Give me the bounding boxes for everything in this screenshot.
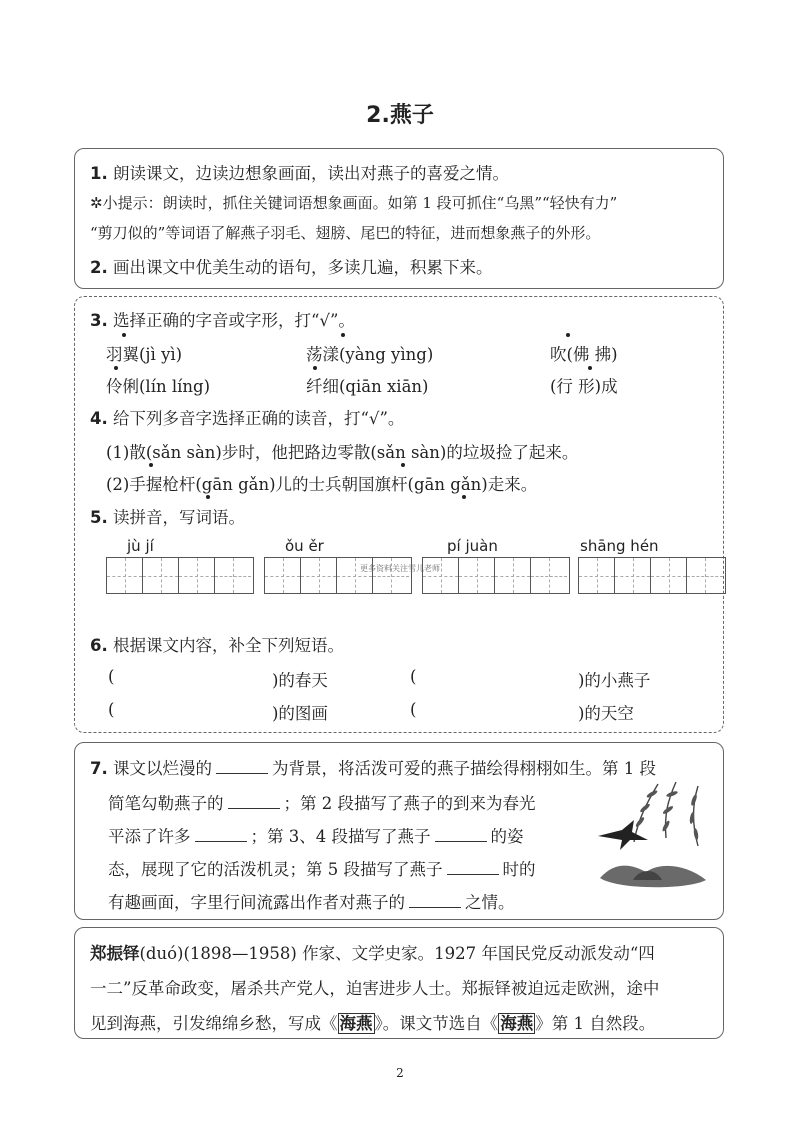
pinyin: ǒu ěr [285, 537, 324, 555]
swallow-illustration [588, 780, 718, 895]
q6-close: )的天空 [578, 704, 634, 723]
question-3: 3. 选择正确的字音或字形，打“√”。 [90, 311, 355, 330]
answer-blank[interactable] [195, 825, 247, 843]
q3-item: 吹(佛 拂) [550, 345, 618, 364]
q4-line-1: (1)散(sǎn sàn)步时，他把路边零散(sǎn sàn)的垃圾捡了起来。 [106, 443, 579, 462]
author-line-3: 见到海燕，引发绵绵乡愁，写成《 海燕 》。课文节选自《 海燕 》第 1 自然段。 [90, 1014, 656, 1033]
q6-open: ( [108, 667, 115, 686]
q3-item: 荡漾(yàng yìng) [306, 345, 434, 364]
q6-open: ( [410, 700, 417, 719]
q6-close: )的春天 [272, 671, 328, 690]
question-2: 2. 画出课文中优美生动的语句，多读几遍，积累下来。 [90, 258, 493, 277]
flower-icon: ✲ [90, 194, 103, 212]
answer-blank[interactable] [228, 792, 280, 810]
pinyin: shāng hén [580, 537, 659, 555]
emphasis-dot [566, 333, 570, 337]
q7-line-4: 态，展现了它的活泼机灵；第 5 段描写了燕子 时的 [108, 856, 536, 880]
q7-line-3: 平添了许多 ；第 3、4 段描写了燕子 的姿 [108, 823, 524, 847]
question-6: 6. 根据课文内容，补全下列短语。 [90, 636, 344, 655]
question-5: 5. 读拼音，写词语。 [90, 508, 245, 527]
q3-item: 纤细(qiān xiān) [306, 377, 429, 396]
pinyin: pí juàn [447, 537, 498, 555]
emphasis-dot [462, 495, 466, 499]
q6-close: )的小燕子 [578, 671, 651, 690]
page-title: 2.燕子 [366, 103, 434, 128]
emphasis-dot [206, 495, 210, 499]
q7-line-5: 有趣画面，字里行间流露出作者对燕子的 之情。 [108, 889, 515, 913]
tip-line-1: ✲小提示：朗读时，抓住关键词语想象画面。如第 1 段可抓住“乌黑”“轻快有力” [90, 194, 618, 212]
answer-blank[interactable] [447, 858, 499, 876]
tip-line-2: “剪刀似的”等词语了解燕子羽毛、翅膀、尾巴的特征，进而想象燕子的外形。 [90, 224, 601, 242]
author-line-2: 一二”反革命政变，屠杀共产党人，迫害进步人士。郑振铎被迫远走欧洲，途中 [90, 979, 660, 998]
watermark: 更多资料关注雪儿老师 [360, 564, 440, 573]
answer-blank[interactable] [435, 825, 487, 843]
emphasis-dot [588, 366, 592, 370]
q7-line-2: 简笔勾勒燕子的 ；第 2 段描写了燕子的到来为春光 [108, 790, 536, 814]
page-number: 2 [396, 1066, 404, 1080]
pinyin: jù jí [127, 537, 154, 555]
q6-open: ( [108, 700, 115, 719]
answer-blank[interactable] [216, 757, 268, 775]
writing-grid[interactable] [578, 557, 726, 594]
book-title: 海燕 [339, 1014, 373, 1033]
author-line-1: 郑振铎(duó)(1898—1958) 作家、文学史家。1927 年国民党反动派发动“四 [90, 944, 655, 963]
emphasis-dot [313, 366, 317, 370]
q4-line-2: (2)手握枪杆(gān gǎn)儿的士兵朝国旗杆(gān gǎn)走来。 [106, 475, 538, 494]
q6-close: )的图画 [272, 704, 328, 723]
emphasis-dot [114, 366, 118, 370]
swallow-icon [598, 820, 648, 850]
emphasis-dot [122, 333, 126, 337]
writing-grid[interactable] [106, 557, 254, 594]
q3-item: (行 形)成 [550, 377, 618, 396]
author-name: 郑振铎 [90, 944, 140, 963]
q3-item: 羽翼(jì yì) [106, 345, 183, 364]
emphasis-dot [401, 463, 405, 467]
book-title: 海燕 [500, 1014, 534, 1033]
q3-item: 伶俐(lín líng) [106, 377, 211, 396]
writing-grid[interactable] [422, 557, 570, 594]
question-4: 4. 给下列多音字选择正确的读音，打“√”。 [90, 409, 405, 428]
q7-line-1: 7. 课文以烂漫的 为背景，将活泼可爱的燕子描绘得栩栩如生。第 1 段 [90, 755, 656, 779]
emphasis-dot [149, 463, 153, 467]
q6-open: ( [410, 667, 417, 686]
emphasis-dot [341, 333, 345, 337]
answer-blank[interactable] [409, 891, 461, 909]
question-1: 1. 朗读课文，边读边想象画面，读出对燕子的喜爱之情。 [90, 164, 509, 183]
